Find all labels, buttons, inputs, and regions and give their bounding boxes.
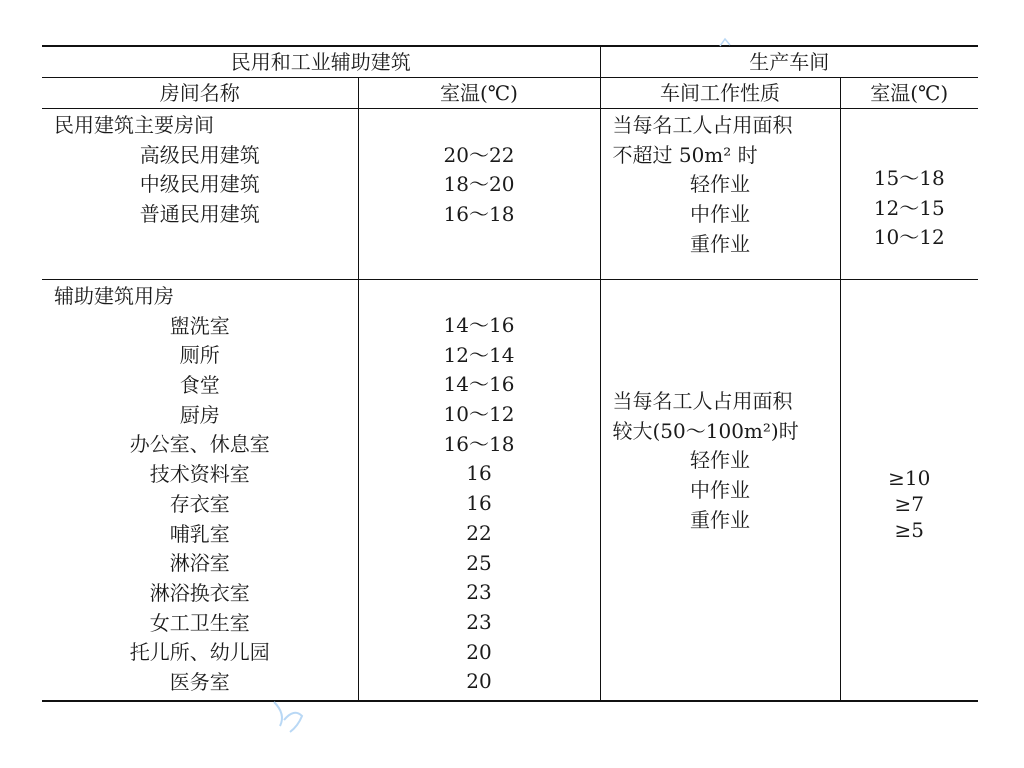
room-temp: 16 <box>466 461 492 486</box>
section1-category: 民用建筑主要房间 <box>54 113 214 137</box>
workshop-temp: ≥10 <box>888 466 931 490</box>
workshop-temp: 15～18 <box>873 166 945 190</box>
room-temp: 20 <box>466 669 492 694</box>
room-temp: 20 <box>466 639 492 664</box>
room-name: 高级民用建筑 <box>139 142 260 167</box>
section2-category: 辅助建筑用房 <box>54 284 174 308</box>
workshop-condition: 当每名工人占用面积 <box>612 113 793 137</box>
room-temp: 10～12 <box>443 402 515 427</box>
room-temp: 12～14 <box>443 342 515 367</box>
room-temp: 23 <box>466 609 492 634</box>
room-name: 办公室、休息室 <box>129 432 270 457</box>
workshop-condition: 不超过 50m² 时 <box>612 142 758 167</box>
room-temp: 14～16 <box>443 372 515 397</box>
room-name: 技术资料室 <box>149 462 250 487</box>
room-temp: 16～18 <box>443 431 515 456</box>
room-name: 托儿所、幼儿园 <box>129 640 270 665</box>
header-room-temp: 室温(℃) <box>358 78 600 109</box>
section2-workshop-temp-cell <box>840 280 978 702</box>
room-name: 哺乳室 <box>169 521 230 546</box>
room-temp: 16 <box>466 491 492 516</box>
column-header-row <box>42 78 978 109</box>
table-row <box>42 109 978 280</box>
room-temp: 18～20 <box>443 172 515 197</box>
room-temp: 16～18 <box>443 202 515 227</box>
room-name: 普通民用建筑 <box>139 202 260 227</box>
table-row <box>42 280 978 702</box>
section1-temp-cell <box>358 109 600 280</box>
section1-workshop-temp-cell <box>840 109 978 280</box>
workshop-condition: 当每名工人占用面积 <box>612 389 793 413</box>
room-name: 厕所 <box>179 343 220 368</box>
workshop-temp: ≥5 <box>894 518 924 542</box>
workshop-condition: 较大(50～100m²)时 <box>612 418 799 443</box>
group-header-workshop: 生产车间 <box>600 46 978 78</box>
section2-room-cell <box>42 280 358 702</box>
room-name: 盥洗室 <box>169 313 230 338</box>
room-name: 医务室 <box>169 669 230 694</box>
workshop-work-type: 轻作业 <box>690 172 750 197</box>
header-workshop-temp: 室温(℃) <box>840 78 978 109</box>
room-name: 淋浴室 <box>169 551 230 576</box>
room-name: 中级民用建筑 <box>139 172 260 197</box>
room-temp: 20～22 <box>443 142 515 167</box>
section2-temp-cell <box>358 280 600 702</box>
room-temp: 22 <box>466 520 492 545</box>
group-header-row <box>42 46 978 78</box>
temperature-table-container <box>42 45 978 702</box>
workshop-work-type: 中作业 <box>690 478 750 503</box>
room-name: 女工卫生室 <box>149 610 250 635</box>
indoor-temperature-table <box>42 45 978 702</box>
room-temp: 25 <box>466 550 492 575</box>
workshop-work-type: 重作业 <box>690 231 750 256</box>
workshop-temp: 10～12 <box>873 225 945 250</box>
workshop-work-type: 轻作业 <box>690 448 750 473</box>
watermark-mark <box>268 696 318 736</box>
room-name: 淋浴换衣室 <box>149 580 250 605</box>
workshop-temp: 12～15 <box>873 195 945 220</box>
workshop-work-type: 重作业 <box>690 507 750 532</box>
room-temp: 23 <box>466 580 492 605</box>
header-workshop-nature: 车间工作性质 <box>600 78 840 109</box>
workshop-work-type: 中作业 <box>690 202 750 227</box>
section1-workshop-cell <box>600 109 840 280</box>
section1-room-cell <box>42 109 358 280</box>
room-temp: 14～16 <box>443 313 515 337</box>
header-room-name: 房间名称 <box>42 78 358 109</box>
group-header-civil-aux: 民用和工业辅助建筑 <box>42 46 600 78</box>
workshop-temp: ≥7 <box>894 492 924 516</box>
room-name: 食堂 <box>179 373 220 398</box>
section2-workshop-cell <box>600 280 840 702</box>
room-name: 存衣室 <box>169 491 230 516</box>
room-name: 厨房 <box>179 402 220 427</box>
